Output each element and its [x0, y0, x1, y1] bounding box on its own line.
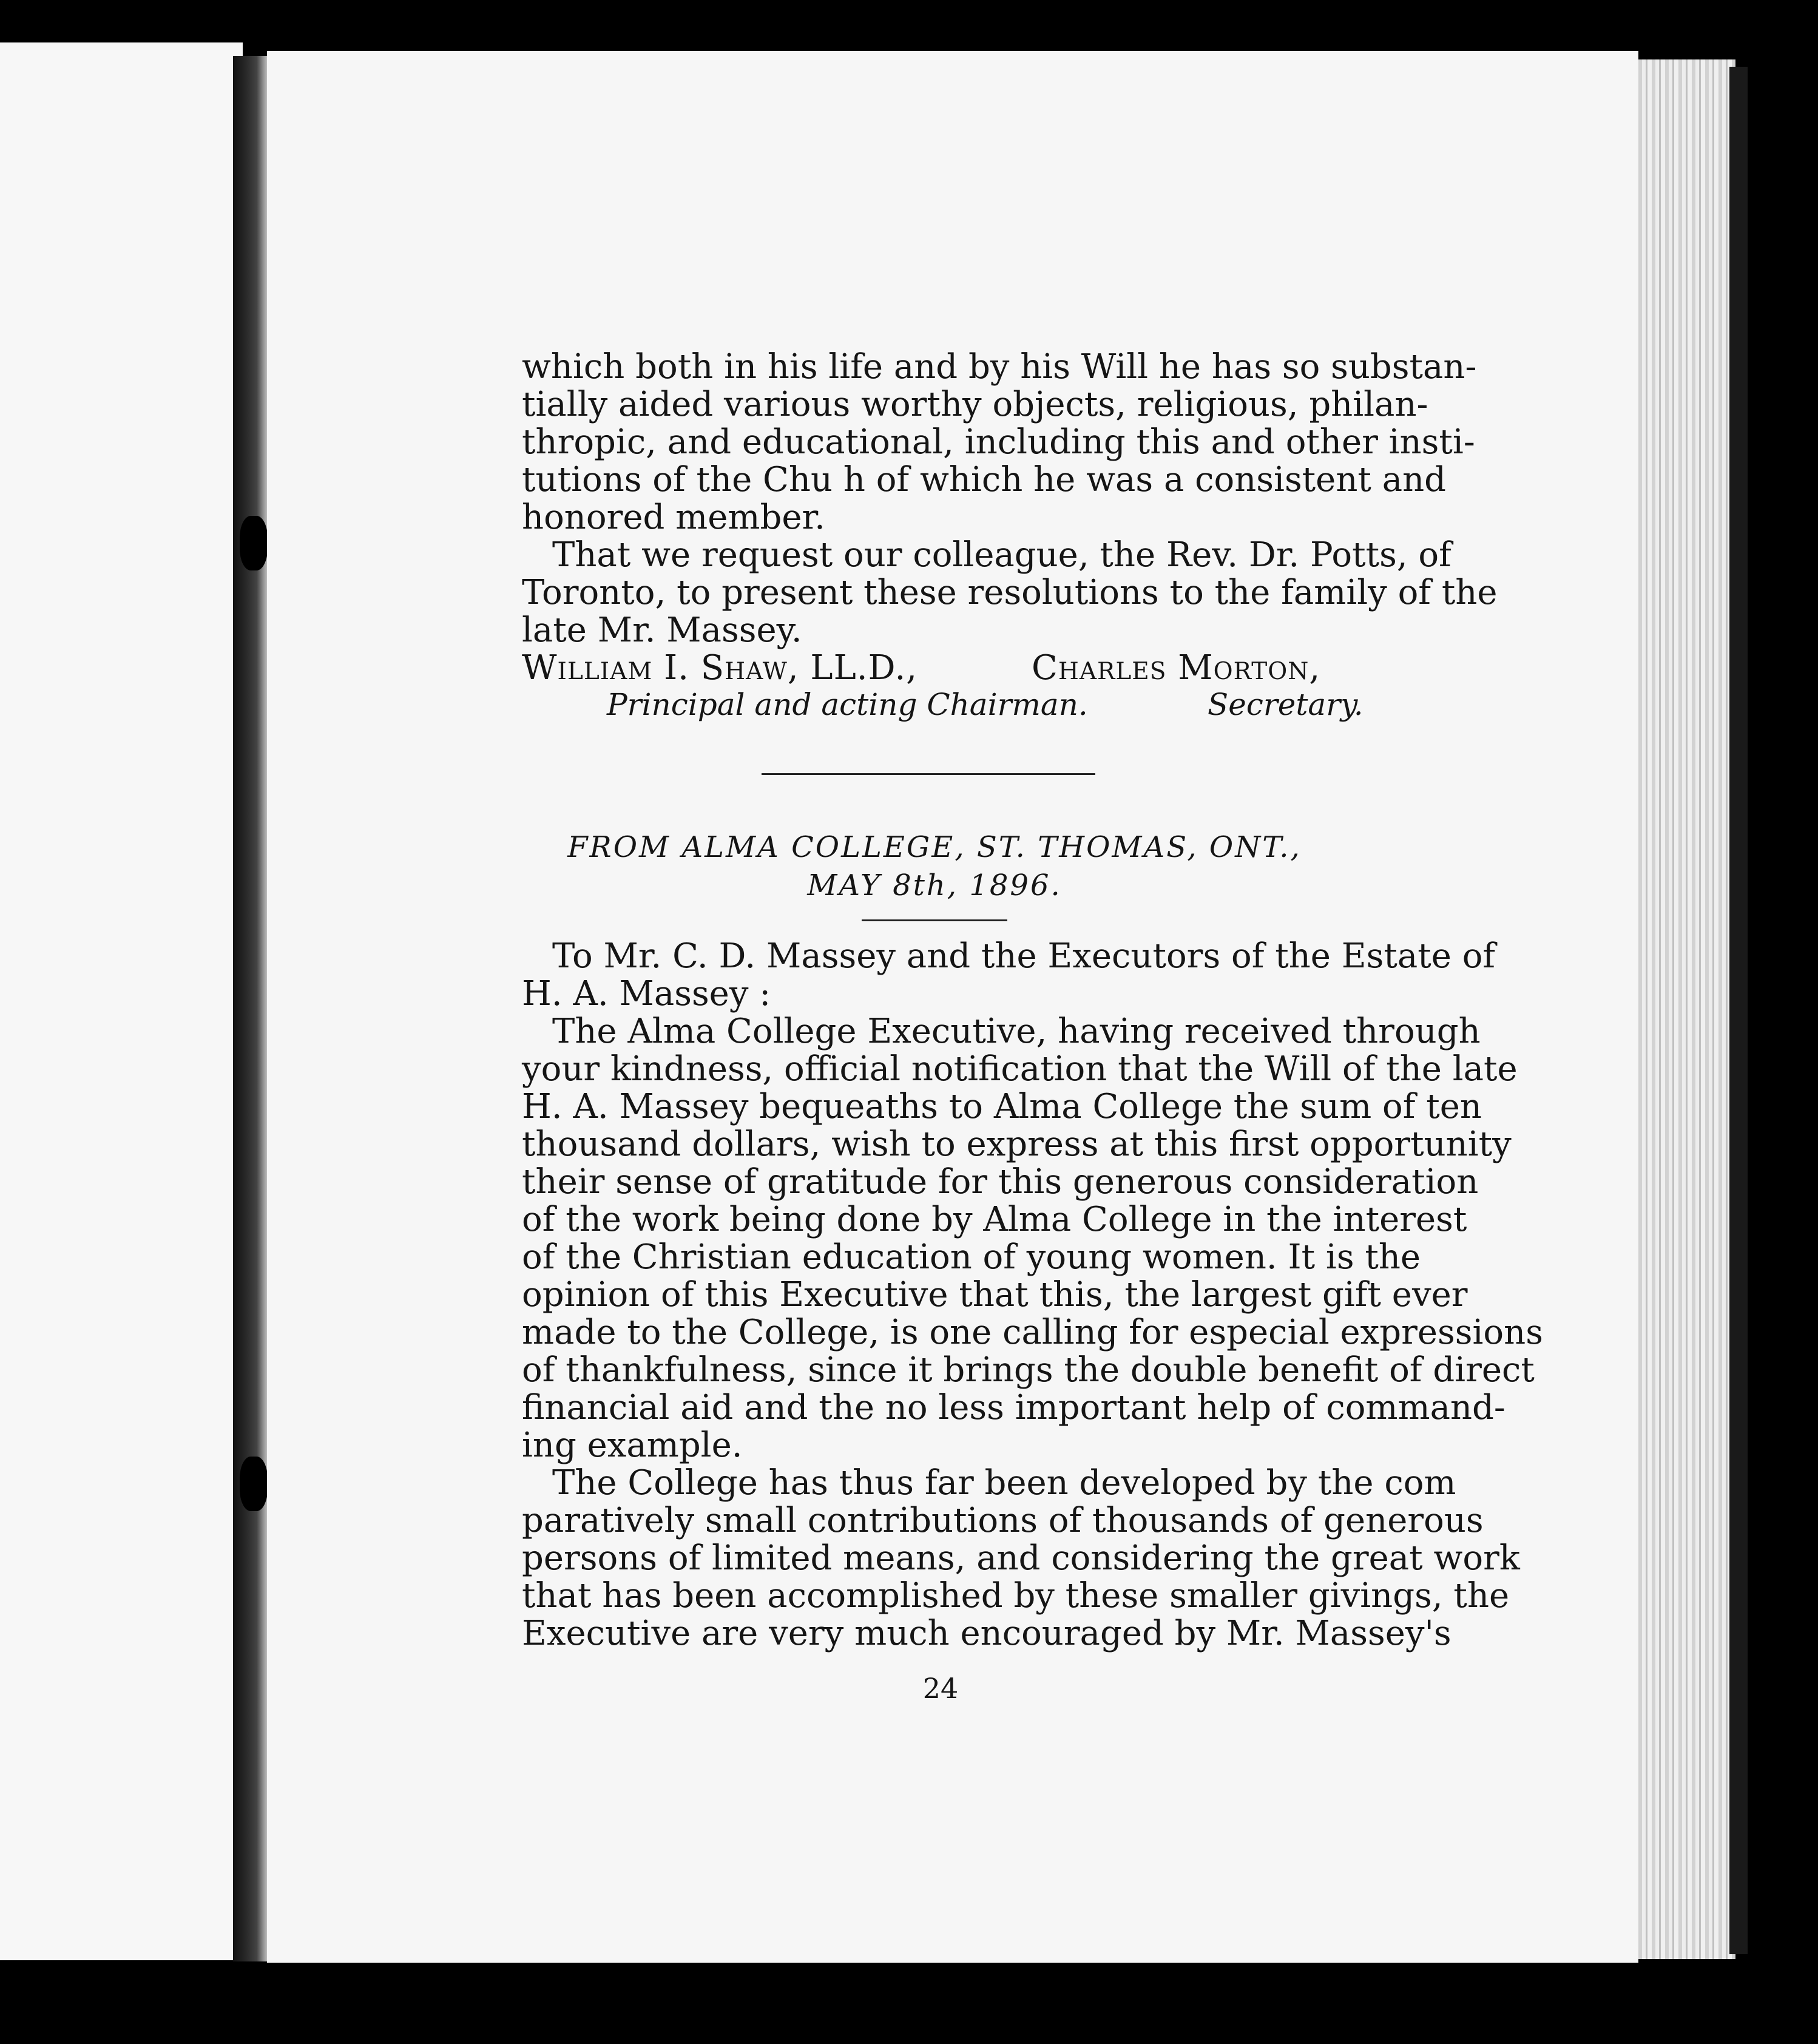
- text-line: Executive are very much encouraged by Mr. Massey's: [522, 1614, 1451, 1653]
- resolution-text: [522, 347, 1498, 650]
- book-gutter: [233, 56, 267, 1961]
- text-line: made to the College, is one calling for especial expressions: [522, 1313, 1543, 1352]
- text-line: that has been accomplished by these smaller givings, the: [522, 1576, 1510, 1616]
- section-heading: FROM ALMA COLLEGE, ST. THOMAS, ONT.,: [567, 830, 1302, 864]
- text-line: opinion of this Executive that this, the largest gift ever: [522, 1275, 1468, 1315]
- letter-body: [522, 936, 1543, 1653]
- binding-thread: [240, 516, 268, 570]
- text-line: financial aid and the no less important help of command-: [522, 1388, 1505, 1427]
- page-edges: [1638, 59, 1735, 1959]
- text-line: paratively small contributions of thousands of generous: [522, 1501, 1484, 1540]
- text-line: H. A. Massey :: [522, 974, 771, 1014]
- text-line: ing example.: [522, 1426, 743, 1465]
- text-line: thousand dollars, wish to express at this first opportunity: [522, 1125, 1512, 1164]
- signatory-name-right: Charles Morton,: [1032, 648, 1321, 688]
- text-line: thropic, and educational, including this and other insti-: [522, 422, 1475, 462]
- signatory-title-right: Secretary.: [1208, 687, 1363, 722]
- facing-page: [0, 42, 243, 1960]
- text-line: The College has thus far been developed by the com: [552, 1463, 1456, 1503]
- text-line: your kindness, official notification that the Will of the late: [522, 1049, 1518, 1089]
- cover-edge: [1729, 67, 1748, 1954]
- section-date: MAY 8th, 1896.: [807, 868, 1062, 902]
- text-line: their sense of gratitude for this generous consideration: [522, 1162, 1479, 1202]
- text-line: of the work being done by Alma College in the interest: [522, 1200, 1467, 1239]
- signatory-name-left: William I. Shaw, LL.D.,: [522, 648, 918, 688]
- text-line: Toronto, to present these resolutions to the family of the: [522, 573, 1498, 612]
- section-divider: [762, 773, 1095, 775]
- text-line: The Alma College Executive, having received through: [552, 1012, 1481, 1051]
- binding-thread: [240, 1457, 268, 1511]
- heading-underline: [862, 919, 1007, 921]
- text-line: late Mr. Massey.: [522, 611, 802, 650]
- text-line: tially aided various worthy objects, religious, philan-: [522, 385, 1428, 424]
- text-line: persons of limited means, and considering the great work: [522, 1538, 1520, 1578]
- text-line: To Mr. C. D. Massey and the Executors of the Estate of: [552, 936, 1496, 976]
- text-line: which both in his life and by his Will he has so substan-: [522, 347, 1477, 387]
- text-line: of thankfulness, since it brings the double benefit of direct: [522, 1350, 1535, 1390]
- page-number: 24: [922, 1672, 959, 1705]
- text-line: honored member.: [522, 498, 825, 537]
- text-line: tutions of the Chu h of which he was a consistent and: [522, 460, 1446, 499]
- text-line: of the Christian education of young women. It is the: [522, 1237, 1421, 1277]
- text-line: That we request our colleague, the Rev. Dr. Potts, of: [552, 535, 1451, 575]
- signatory-title-left: Principal and acting Chairman.: [607, 687, 1088, 722]
- text-line: H. A. Massey bequeaths to Alma College the sum of ten: [522, 1087, 1482, 1126]
